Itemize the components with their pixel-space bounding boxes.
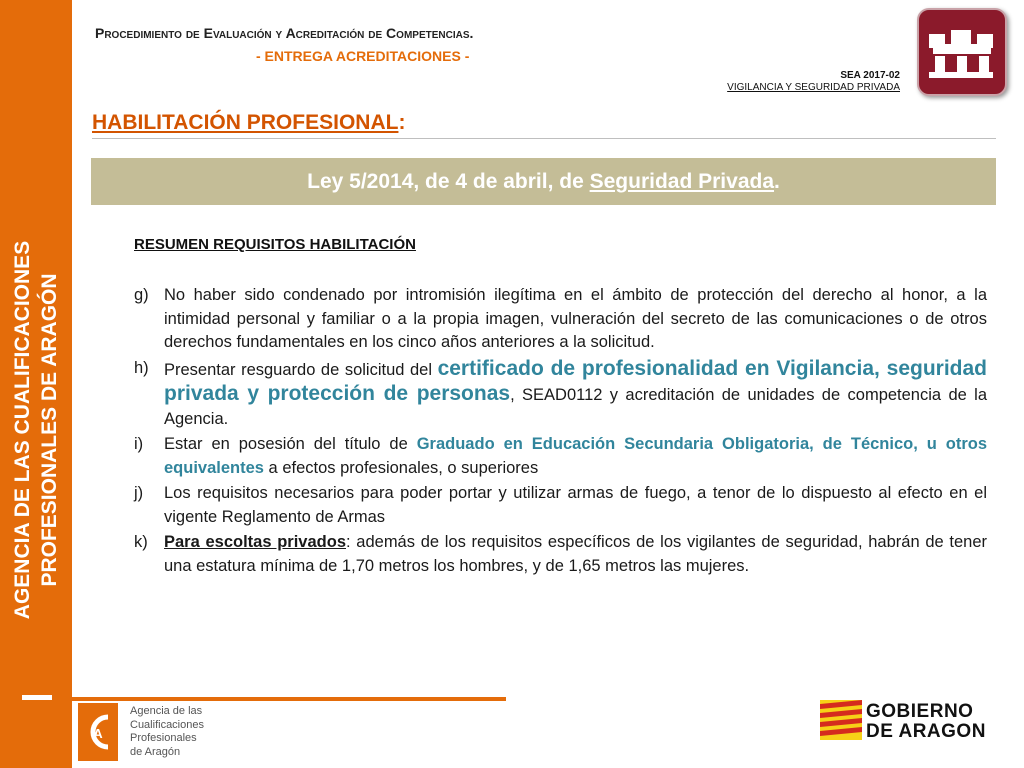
item-label: i) [134,435,144,453]
agency-vertical-line-2: PROFESIONALES DE ARAGÓN [38,273,61,587]
security-logo [917,8,1007,96]
sidebar [0,0,72,768]
item-highlight: certificado de profesionalidad en Vigilancia, seguridad privada y protección de personas [164,356,987,405]
footer-divider [72,697,506,701]
svg-text:A: A [93,726,103,741]
law-banner-text [91,158,996,205]
requirements-heading: RESUMEN REQUISITOS HABILITACIÓN [134,236,416,253]
section-title-text: HABILITACIÓN PROFESIONAL [92,111,399,134]
item-text: No haber sido condenado por intromisión ilegítima en el ámbito de protección del derecho al honor, a la intimidad personal y familiar o a la propia imagen, vulneración del secreto de las comunicaciones o de otros derechos fundamentales en los cinco años anteriores a la solicitud. [164,286,987,351]
section-title-colon: : [398,111,406,134]
area-label: VIGILANCIA Y SEGURIDAD PRIVADA [727,82,900,93]
item-text-post: : además de los requisitos específicos de los vigilantes de seguridad, habrán de tener una estatura mínima de 1,70 metros los hombres, y de 1,65 metros las mujeres. [164,533,987,575]
acpa-line: Agencia de las [130,705,203,717]
law-link[interactable]: Seguridad Privada [589,170,775,193]
procedure-subtitle: - ENTREGA ACREDITACIONES - [256,48,470,64]
acpa-letter-icon [78,703,118,761]
agency-vertical-title [9,241,63,619]
item-bold: Para escoltas privados [164,533,346,551]
acpa-logo [78,703,118,761]
item-text [164,531,987,578]
item-label: g) [134,286,149,304]
item-label: j) [134,484,144,502]
list-item [134,433,987,480]
agency-vertical-line-1: AGENCIA DE LAS CUALIFICACIONES [11,240,34,620]
law-suffix: . [774,170,780,193]
item-text: Los requisitos necesarios para poder portar y utilizar armas de fuego, a tenor de lo dispuesto al efecto en el vigente Reglamento de Armas [164,484,987,526]
section-title [92,111,405,135]
list-item [134,284,987,355]
item-text [164,357,987,432]
aragon-flag-icon [820,700,862,740]
acpa-name [130,705,204,759]
item-text [164,433,987,480]
acpa-line: Cualificaciones [130,718,204,731]
gobierno-aragon-logo [866,702,986,742]
procedure-title: Procedimiento de Evaluación y Acreditación de Competencias. [95,25,474,41]
list-item [134,482,987,529]
acpa-line: de Aragón [130,745,181,758]
item-highlight: Graduado en Educación Secundaria Obligatoria, de Técnico, u otros equivalentes [164,435,988,477]
law-prefix: Ley 5/2014, de 4 de abril, de [307,170,590,193]
gobierno-line-1: GOBIERNO [866,701,974,722]
item-text-pre: Presentar resguardo de solicitud del [164,360,438,379]
item-label: k) [134,533,148,551]
sidebar-bar [22,695,52,700]
law-banner [91,158,996,205]
sea-code: SEA 2017-02 [840,70,900,81]
acpa-line: Profesionales [130,732,197,744]
item-text-post: , SEAD0112 y acreditación de unidades de competencia de la Agencia. [164,386,988,428]
item-label: h) [134,358,149,377]
list-item [134,357,987,432]
security-people-icon [919,10,1005,94]
item-text-post: a efectos profesionales, o superiores [263,458,539,477]
gobierno-line-2: DE ARAGON [866,721,986,742]
item-text-pre: Estar en posesión del título de [164,435,417,453]
requirements-list [134,284,987,580]
section-divider [92,138,996,139]
list-item [134,531,987,578]
